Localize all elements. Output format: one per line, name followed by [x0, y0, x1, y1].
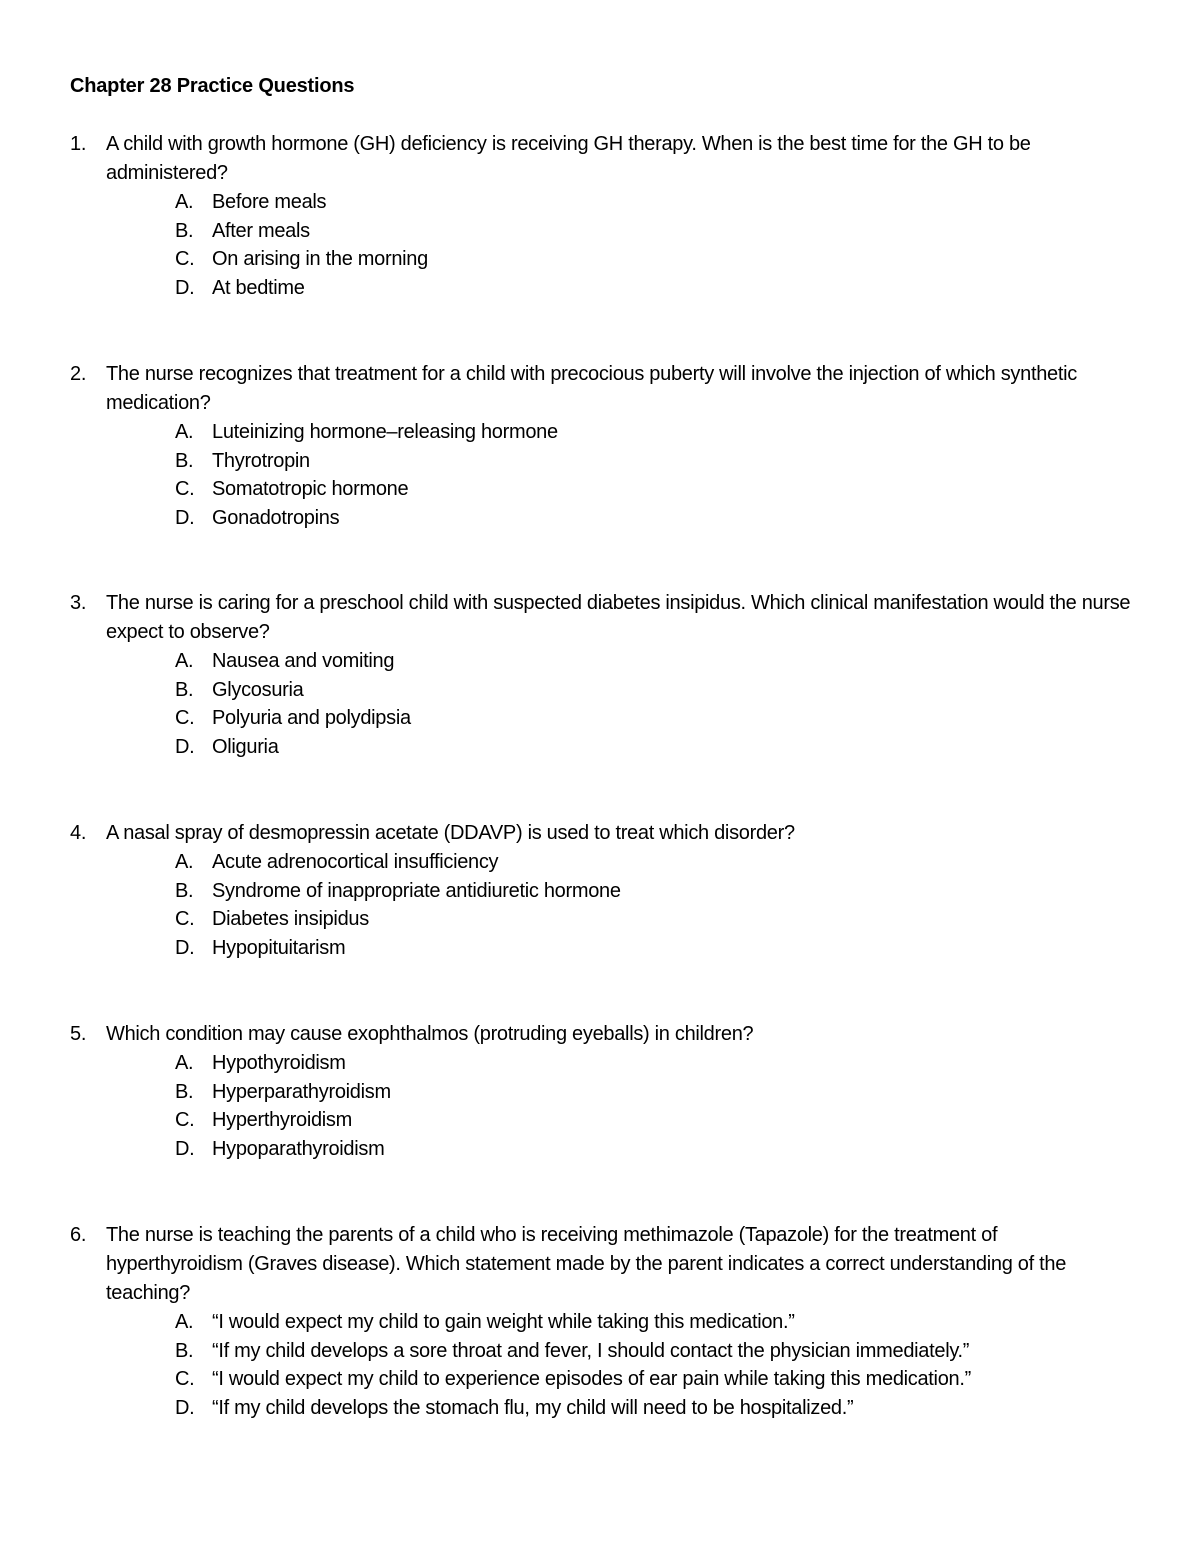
option-text: Syndrome of inappropriate antidiuretic hormone	[212, 879, 621, 902]
option-text: Gonadotropins	[212, 507, 340, 530]
option-letter: B.	[175, 678, 194, 701]
option-letter: A.	[175, 1311, 194, 1333]
answer-option	[70, 733, 1132, 762]
answer-option	[70, 704, 1132, 733]
answer-option	[70, 877, 1132, 906]
option-letter: D.	[175, 937, 195, 960]
option-text: Acute adrenocortical insufficiency	[212, 851, 499, 873]
answer-options	[70, 1049, 1132, 1164]
option-text: Glycosuria	[212, 678, 304, 701]
option-text: Hyperthyroidism	[212, 1109, 352, 1132]
question-stem	[70, 819, 1132, 848]
option-text: On arising in the morning	[212, 248, 428, 271]
question-text: The nurse is caring for a preschool child with suspected diabetes insipidus. Which clinical manifestation would the nurse expect to observe?	[106, 592, 1131, 643]
question-text: The nurse recognizes that treatment for a child with precocious puberty will involve the injection of which synthetic medication?	[106, 363, 1077, 414]
question-stem	[70, 1020, 1132, 1049]
answer-option	[70, 934, 1132, 963]
question-stem	[70, 130, 1132, 188]
question-number: 6.	[70, 1224, 87, 1246]
question-1	[70, 130, 1132, 303]
option-text: Thyrotropin	[212, 449, 310, 472]
question-4	[70, 819, 1132, 963]
option-text: Hyperparathyroidism	[212, 1080, 391, 1103]
question-number: 3.	[70, 592, 87, 614]
option-letter: C.	[175, 908, 195, 931]
question-stem	[70, 589, 1132, 647]
option-text: Luteinizing hormone–releasing hormone	[212, 421, 558, 443]
option-letter: B.	[175, 1339, 194, 1362]
answer-option	[70, 1394, 1132, 1423]
question-text: Which condition may cause exophthalmos (protruding eyeballs) in children?	[106, 1023, 754, 1045]
page-title: Chapter 28 Practice Questions	[70, 75, 355, 97]
option-text: At bedtime	[212, 277, 305, 300]
option-letter: B.	[175, 219, 194, 242]
option-text: Before meals	[212, 191, 327, 213]
answer-option	[70, 1135, 1132, 1164]
option-letter: C.	[175, 248, 195, 271]
question-text: The nurse is teaching the parents of a child who is receiving methimazole (Tapazole) for the treatment of hyperthyroidism (Graves disease). Which statement made by the parent indicates a correct understanding of the teaching?	[106, 1224, 1067, 1304]
option-letter: C.	[175, 1368, 195, 1391]
answer-options	[70, 1308, 1132, 1423]
option-text: “If my child develops a sore throat and fever, I should contact the physician immediately.”	[212, 1339, 970, 1362]
option-text: Hypoparathyroidism	[212, 1138, 385, 1161]
answer-option	[70, 475, 1132, 504]
answer-option	[70, 676, 1132, 705]
option-text: “I would expect my child to gain weight while taking this medication.”	[212, 1311, 795, 1333]
answer-options	[70, 848, 1132, 963]
option-letter: C.	[175, 478, 195, 501]
question-stem	[70, 1221, 1132, 1308]
answer-option	[70, 1337, 1132, 1366]
option-letter: B.	[175, 1080, 194, 1103]
answer-option	[70, 905, 1132, 934]
option-letter: D.	[175, 736, 195, 759]
option-letter: A.	[175, 421, 194, 443]
question-2	[70, 360, 1132, 533]
answer-option	[70, 447, 1132, 476]
question-6	[70, 1221, 1132, 1423]
answer-options	[70, 647, 1132, 762]
option-text: “If my child develops the stomach flu, my child will need to be hospitalized.”	[212, 1397, 854, 1420]
question-text: A child with growth hormone (GH) deficiency is receiving GH therapy. When is the best time for the GH to be administered?	[106, 133, 1031, 184]
answer-option	[70, 1106, 1132, 1135]
option-letter: D.	[175, 1138, 195, 1161]
question-3	[70, 589, 1132, 762]
answer-option	[70, 418, 1132, 447]
option-letter: D.	[175, 1397, 195, 1420]
option-letter: C.	[175, 1109, 195, 1132]
answer-option	[70, 1078, 1132, 1107]
option-text: After meals	[212, 219, 310, 242]
option-letter: C.	[175, 707, 195, 730]
answer-option	[70, 217, 1132, 246]
question-number: 2.	[70, 363, 87, 385]
option-letter: A.	[175, 191, 194, 213]
answer-option	[70, 504, 1132, 533]
option-letter: B.	[175, 879, 194, 902]
question-number: 4.	[70, 822, 87, 844]
question-text: A nasal spray of desmopressin acetate (DDAVP) is used to treat which disorder?	[106, 822, 795, 844]
answer-option	[70, 647, 1132, 676]
option-text: Hypopituitarism	[212, 937, 346, 960]
answer-option	[70, 1049, 1132, 1078]
option-text: Nausea and vomiting	[212, 650, 395, 672]
option-letter: D.	[175, 277, 195, 300]
question-stem	[70, 360, 1132, 418]
option-text: Hypothyroidism	[212, 1052, 346, 1074]
question-number: 5.	[70, 1023, 87, 1045]
answer-option	[70, 848, 1132, 877]
question-5	[70, 1020, 1132, 1164]
answer-options	[70, 188, 1132, 303]
option-text: “I would expect my child to experience episodes of ear pain while taking this medication.”	[212, 1368, 971, 1391]
question-number: 1.	[70, 133, 87, 155]
answer-option	[70, 1365, 1132, 1394]
option-letter: A.	[175, 1052, 194, 1074]
answer-option	[70, 188, 1132, 217]
answer-option	[70, 274, 1132, 303]
option-letter: D.	[175, 507, 195, 530]
option-letter: A.	[175, 650, 194, 672]
answer-option	[70, 245, 1132, 274]
answer-option	[70, 1308, 1132, 1337]
answer-options	[70, 418, 1132, 533]
option-letter: A.	[175, 851, 194, 873]
option-text: Polyuria and polydipsia	[212, 707, 411, 730]
option-text: Somatotropic hormone	[212, 478, 409, 501]
option-letter: B.	[175, 449, 194, 472]
option-text: Diabetes insipidus	[212, 908, 369, 931]
option-text: Oliguria	[212, 736, 279, 759]
